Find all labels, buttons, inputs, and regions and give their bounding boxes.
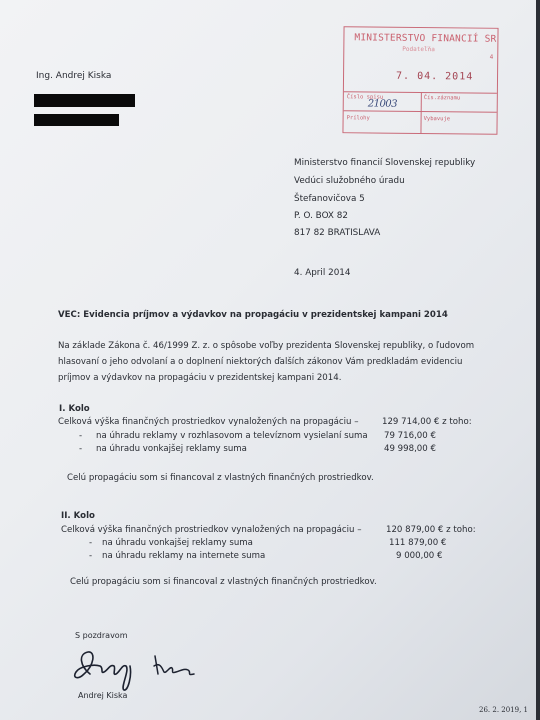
round1-total-label: Celková výška finančných prostriedkov vynaložených na propagáciu – xyxy=(58,417,359,427)
stamp-corner-number: 4 xyxy=(489,53,494,61)
stamp-title: MINISTERSTVO FINANCIÍ SR xyxy=(354,32,497,45)
round2-item-2-value: 9 000,00 € xyxy=(396,551,443,561)
round1-item-2-value: 49 998,00 € xyxy=(384,444,436,454)
round1-item-1-bullet: - xyxy=(79,431,83,441)
round2-note: Celú propagáciu som si financoval z vlastných finančných prostriedkov. xyxy=(70,577,377,587)
signature-name: Andrej Kiska xyxy=(78,691,128,700)
intro-line-1: Na základe Zákona č. 46/1999 Z. z. o spôsobe voľby prezidenta Slovenskej republiky, o ľudovom xyxy=(58,341,475,351)
redaction-bar-1 xyxy=(34,94,135,107)
stamp-label-attachments: Prílohy xyxy=(346,115,370,122)
page-edge-shadow xyxy=(536,0,540,720)
round2-item-1-bullet: - xyxy=(89,538,93,548)
round2-item-2-label: na úhradu reklamy na internete suma xyxy=(102,551,266,561)
round2-total-value: 120 879,00 € z toho: xyxy=(386,525,476,535)
round2-total-label: Celková výška finančných prostriedkov vynaložených na propagáciu – xyxy=(61,525,362,535)
round1-item-2-label: na úhradu vonkajšej reklamy suma xyxy=(96,444,247,454)
stamp-subtitle: Podateľňa xyxy=(402,45,435,54)
ministry-registry-stamp xyxy=(342,26,498,135)
stamp-date: 7. 04. 2014 xyxy=(395,70,474,83)
round2-item-2-bullet: - xyxy=(89,551,93,561)
round2-item-1-label: na úhradu vonkajšej reklamy suma xyxy=(102,538,253,548)
closing-greeting: S pozdravom xyxy=(75,631,128,640)
stamp-divider-vertical xyxy=(420,92,422,133)
recipient-line-3: Štefanovičova 5 xyxy=(294,194,365,204)
recipient-line-4: P. O. BOX 82 xyxy=(294,211,348,221)
round2-item-1-value: 111 879,00 € xyxy=(389,538,447,548)
round1-item-1-label: na úhradu reklamy v rozhlasovom a televíznom vysielaní suma xyxy=(96,431,368,441)
redaction-bar-2 xyxy=(34,114,119,126)
stamp-handwritten-registry-number: 21003 xyxy=(367,98,398,110)
sender-name: Ing. Andrej Kiska xyxy=(36,71,112,81)
round1-heading: I. Kolo xyxy=(59,404,90,414)
recipient-line-5: 817 82 BRATISLAVA xyxy=(294,228,381,238)
handwritten-signature xyxy=(70,644,210,694)
round2-heading: II. Kolo xyxy=(61,511,95,521)
stamp-label-file-number: Číslo spisu xyxy=(346,94,384,101)
round1-item-1-value: 79 716,00 € xyxy=(384,431,436,441)
stamp-label-record-number: Čís.záznamu xyxy=(423,95,461,102)
intro-line-3: príjmov a výdavkov na propagáciu v prezidentskej kampani 2014. xyxy=(58,373,342,383)
intro-line-2: hlasovaní o jeho odvolaní a o doplnení niektorých ďalších zákonov Vám predkladám evidenciu xyxy=(58,357,463,367)
letter-date: 4. April 2014 xyxy=(294,268,351,278)
round1-note: Celú propagáciu som si financoval z vlastných finančných prostriedkov. xyxy=(67,473,374,483)
recipient-line-1: Ministerstvo financií Slovenskej republiky xyxy=(294,158,476,168)
subject-line: VEC: Evidencia príjmov a výdavkov na propagáciu v prezidentskej kampani 2014 xyxy=(58,310,448,320)
round1-item-2-bullet: - xyxy=(79,444,83,454)
scan-footer-code: 26. 2. 2019, 1 xyxy=(479,706,528,714)
recipient-line-2: Vedúci služobného úradu xyxy=(294,176,405,186)
round1-total-value: 129 714,00 € z toho: xyxy=(382,417,472,427)
stamp-label-handler: Vybavuje xyxy=(423,116,451,123)
